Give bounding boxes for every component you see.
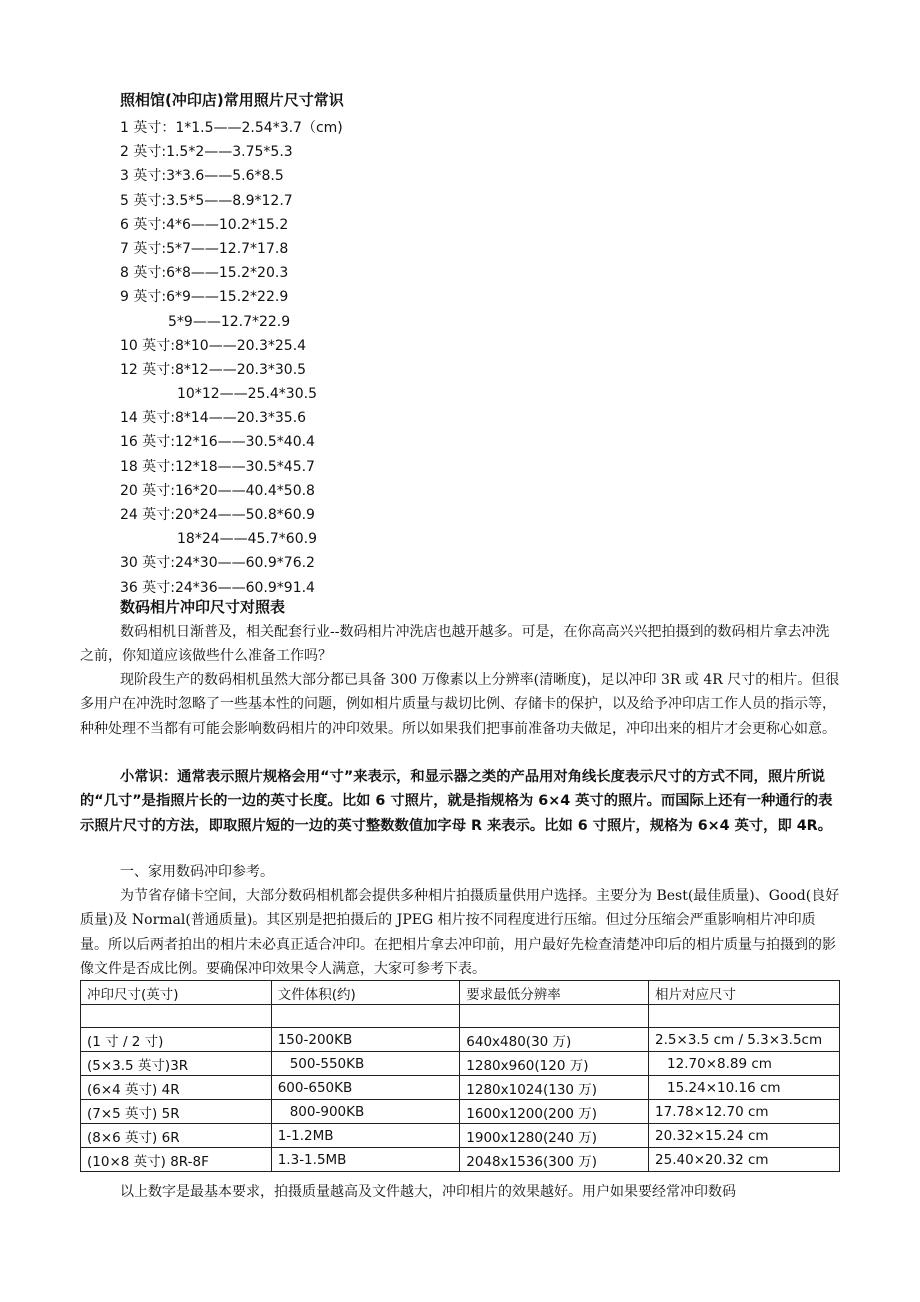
heading-digital-print: 数码相片冲印尺寸对照表 [120, 598, 286, 616]
table-row [81, 1124, 840, 1148]
table-cell: 800-900KB [271, 1100, 460, 1124]
table-cell: (5×3.5 英寸)3R [81, 1052, 272, 1076]
table-cell: 2.5×3.5 cm / 5.3×3.5cm [649, 1028, 840, 1052]
size-item: 18 英寸:12*18——30.5*45.7 [120, 458, 315, 475]
section-1-title: 一、家用数码冲印参考。 [120, 864, 274, 880]
table-cell: (10×8 英寸) 8R-8F [81, 1148, 272, 1172]
section-heading [80, 860, 840, 884]
heading-photo-sizes: 照相馆(冲印店)常用照片尺寸常识 [120, 91, 344, 109]
table-cell [271, 1005, 460, 1028]
table-cell: 2048x1536(300 万) [460, 1148, 649, 1172]
table-cell: 1.3-1.5MB [271, 1148, 460, 1172]
body-paragraph [80, 884, 840, 982]
size-item: 30 英寸:24*30——60.9*76.2 [120, 555, 315, 572]
table-cell: 25.40×20.32 cm [649, 1148, 840, 1172]
table-cell [81, 1005, 272, 1028]
size-item: 20 英寸:16*20——40.4*50.8 [120, 482, 315, 499]
paragraph-1: 数码相机日渐普及，相关配套行业--数码相片冲洗店也越开越多。可是，在你高高兴兴把拍摄到的数码相片拿去冲洗之前，你知道应该做些什么准备工作吗？ [80, 624, 830, 665]
table-cell: 17.78×12.70 cm [649, 1100, 840, 1124]
body-paragraph [80, 668, 840, 741]
table-cell: 15.24×10.16 cm [649, 1076, 840, 1100]
table-header-row [81, 981, 840, 1005]
size-item: 16 英寸:12*16——30.5*40.4 [120, 434, 315, 451]
table-cell: 12.70×8.89 cm [649, 1052, 840, 1076]
size-item: 9 英寸:6*9——15.2*22.9 [120, 289, 289, 306]
size-item: 24 英寸:20*24——50.8*60.9 [120, 507, 315, 523]
table-row [81, 1100, 840, 1124]
table-row [81, 1028, 840, 1052]
table-header-cell: 冲印尺寸(英寸) [81, 981, 272, 1005]
intro-paragraph [80, 620, 840, 669]
table-cell: 1280x1024(130 万) [460, 1076, 649, 1100]
size-item: 5 英寸:3.5*5——8.9*12.7 [120, 192, 293, 209]
size-item: 36 英寸:24*36——60.9*91.4 [120, 579, 315, 596]
table-row [81, 1076, 840, 1100]
table-cell: 1600x1200(200 万) [460, 1100, 649, 1124]
size-list [120, 116, 343, 600]
table-cell: 1-1.2MB [271, 1124, 460, 1148]
table-header-cell: 相片对应尺寸 [649, 981, 840, 1005]
size-item: 3 英寸:3*3.6——5.6*8.5 [120, 168, 284, 185]
print-size-table [80, 980, 840, 1172]
size-item: 5*9——12.7*22.9 [168, 313, 291, 330]
table-cell: 600-650KB [271, 1076, 460, 1100]
table-row [81, 1148, 840, 1172]
size-item: 10 英寸:8*10——20.3*25.4 [120, 337, 307, 354]
size-item: 7 英寸:5*7——12.7*17.8 [120, 240, 289, 257]
table-cell: 1280x960(120 万) [460, 1052, 649, 1076]
size-item: 14 英寸:8*14——20.3*35.6 [120, 410, 307, 427]
size-item: 1 英寸：1*1.5——2.54*3.7（cm) [120, 120, 343, 136]
table-cell: 150-200KB [271, 1028, 460, 1052]
table-cell [649, 1005, 840, 1028]
size-item: 12 英寸:8*12——20.3*30.5 [120, 361, 307, 378]
table-cell: 500-550KB [271, 1052, 460, 1076]
table-row [81, 1005, 840, 1028]
paragraph-3: 为节省存储卡空间，大部分数码相机都会提供多种相片拍摄质量供用户选择。主要分为 Best(最佳质量)、Good(良好质量)及 Normal(普通质量)。其区别是把拍摄后的 JPEG 相片按不同程度进行压缩。但过分压缩会严重影响相片冲印质量。所以后两者拍出的相片未必真正适合冲印。在把相片拿去冲印前，用户最好先检查清楚冲印后的相片质量与拍摄到的影像文件是否成比例。要确保冲印效果令人满意，大家可参考下表。 [80, 888, 840, 978]
table-cell: (6×4 英寸) 4R [81, 1076, 272, 1100]
tip-paragraph [80, 765, 840, 838]
size-item: 6 英寸:4*6——10.2*15.2 [120, 216, 289, 233]
size-item: 18*24——45.7*60.9 [177, 531, 317, 548]
table-cell: 20.32×15.24 cm [649, 1124, 840, 1148]
closing-paragraph: 以上数字是最基本要求，拍摄质量越高及文件越大，冲印相片的效果越好。用户如果要经常冲印数码 [120, 1184, 736, 1200]
table-row [81, 1052, 840, 1076]
table-cell: (7×5 英寸) 5R [81, 1100, 272, 1124]
tip-text: 小常识：通常表示照片规格会用“寸”来表示，和显示器之类的产品用对角线长度表示尺寸的方式不同，照片所说的“几寸”是指照片长的一边的英寸长度。比如 6 寸照片，就是指规格为 6×4 英寸的照片。而国际上还有一种通行的表示照片尺寸的方法，即取照片短的一边的英寸整数数值加字母 R 来表示。比如 6 寸照片，规格为 6×4 英寸，即 4R。 [80, 769, 833, 834]
table-header-cell: 要求最低分辨率 [460, 981, 649, 1005]
size-item: 8 英寸:6*8——15.2*20.3 [120, 265, 289, 282]
table-cell: 1900x1280(240 万) [460, 1124, 649, 1148]
paragraph-2: 现阶段生产的数码相机虽然大部分都已具备 300 万像素以上分辨率(清晰度)，足以冲印 3R 或 4R 尺寸的相片。但很多用户在冲洗时忽略了一些基本性的问题，例如相片质量与裁切比例、存储卡的保护，以及给予冲印店工作人员的指示等，种种处理不当都有可能会影响数码相片的冲印效果。所以如果我们把事前准备功夫做足，冲印出来的相片才会更称心如意。 [80, 672, 840, 737]
table-cell: (1 寸 / 2 寸) [81, 1028, 272, 1052]
size-item: 2 英寸:1.5*2——3.75*5.3 [120, 144, 293, 161]
table-header-cell: 文件体积(约) [271, 981, 460, 1005]
table-cell [460, 1005, 649, 1028]
table-cell: 640x480(30 万) [460, 1028, 649, 1052]
size-item: 10*12——25.4*30.5 [177, 386, 317, 403]
table-cell: (8×6 英寸) 6R [81, 1124, 272, 1148]
